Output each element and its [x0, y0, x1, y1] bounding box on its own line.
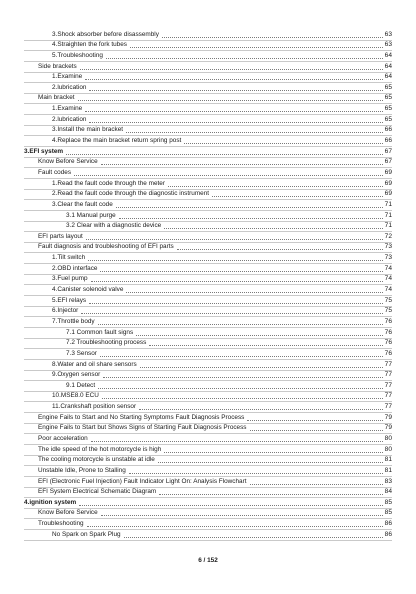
dot-leader [89, 119, 382, 123]
toc-entry-title[interactable]: 7.Throttle body [52, 317, 95, 325]
toc-entry-page-number[interactable]: 69 [384, 179, 392, 187]
dot-leader [139, 406, 383, 410]
toc-entry-title[interactable]: 3.1 Manual purge [66, 211, 116, 219]
toc-entry-title[interactable]: Know Before Service [38, 509, 98, 517]
toc-entry-title[interactable]: Main bracket [38, 94, 75, 102]
toc-entry-title[interactable]: 2.OBD interface [52, 264, 98, 272]
toc-entry-page-number[interactable]: 77 [384, 371, 392, 379]
toc-entry-page-number[interactable]: 66 [384, 137, 392, 145]
dot-leader [129, 470, 383, 474]
toc-entry-title[interactable]: Side brackets [38, 62, 77, 70]
toc-entry[interactable] [24, 190, 392, 201]
toc-entry[interactable] [24, 296, 392, 307]
toc-entry[interactable] [24, 371, 392, 382]
dot-leader [124, 534, 383, 538]
dot-leader [91, 438, 383, 442]
toc-entry-page-number[interactable]: 66 [384, 126, 392, 134]
toc-entry-page-number[interactable]: 71 [384, 222, 392, 230]
dot-leader [89, 87, 382, 91]
dot-leader [162, 34, 383, 38]
toc-entry[interactable] [24, 381, 392, 392]
dot-leader [126, 129, 383, 133]
toc-entry-title[interactable]: 7.2 Troubleshooting process [66, 339, 147, 347]
toc-entry-page-number[interactable]: 86 [384, 530, 392, 538]
toc-entry[interactable] [24, 158, 392, 169]
toc-entry-page-number[interactable]: 80 [384, 434, 392, 442]
toc-entry-title[interactable]: 3.EFI system [24, 147, 64, 155]
page-number: 6 / 152 [198, 557, 218, 564]
toc-entry[interactable] [24, 94, 392, 105]
toc-entry-page-number[interactable]: 65 [384, 83, 392, 91]
toc-entry-title[interactable]: 3.Install the main bracket [52, 126, 124, 134]
toc-entry-title[interactable]: The cooling motorcycle is unstable at idle [38, 456, 155, 464]
toc-entry-page-number[interactable]: 64 [384, 51, 392, 59]
dot-leader [149, 342, 382, 346]
toc-entry[interactable] [24, 509, 392, 520]
toc-entry-title[interactable]: 5.Troubleshooting [52, 51, 103, 59]
toc-entry-title[interactable]: 1.Examine [52, 73, 83, 81]
dot-leader [140, 364, 383, 368]
dot-leader [184, 140, 382, 144]
toc-entry-page-number[interactable]: 79 [384, 413, 392, 421]
toc-entry-page-number[interactable]: 77 [384, 403, 392, 411]
toc-entry-page-number[interactable]: 81 [384, 466, 392, 474]
table-of-contents [24, 30, 392, 541]
toc-entry-page-number[interactable]: 83 [384, 477, 392, 485]
toc-entry-title[interactable]: Troubleshooting [38, 520, 84, 528]
toc-entry-page-number[interactable]: 75 [384, 307, 392, 315]
toc-entry-page-number[interactable]: 72 [384, 232, 392, 240]
dot-leader [101, 161, 383, 165]
toc-entry[interactable] [24, 339, 392, 350]
toc-entry-title[interactable]: 9.Oxygen sensor [52, 371, 101, 379]
toc-entry-title[interactable]: 4.Replace the main bracket return spring post [52, 137, 182, 145]
dot-leader [247, 417, 382, 421]
toc-entry-page-number[interactable]: 74 [384, 264, 392, 272]
toc-entry-title[interactable]: The idle speed of the hot motorcycle is high [38, 445, 162, 453]
dot-leader [86, 236, 383, 240]
toc-entry-title[interactable]: 1.Tilt switch [52, 254, 86, 262]
toc-entry[interactable] [24, 62, 392, 73]
toc-entry-page-number[interactable]: 77 [384, 360, 392, 368]
dot-leader [158, 459, 383, 463]
toc-entry-page-number[interactable]: 77 [384, 381, 392, 389]
toc-entry-page-number[interactable]: 71 [384, 200, 392, 208]
toc-entry[interactable] [24, 434, 392, 445]
toc-entry[interactable] [24, 445, 392, 456]
toc-entry-page-number[interactable]: 71 [384, 211, 392, 219]
dot-leader [103, 374, 382, 378]
toc-entry[interactable] [24, 392, 392, 403]
dot-leader [85, 76, 382, 80]
toc-entry[interactable] [24, 488, 392, 499]
dot-leader [98, 321, 383, 325]
dot-leader [91, 278, 383, 282]
toc-entry[interactable] [24, 360, 392, 371]
toc-entry[interactable] [24, 168, 392, 179]
toc-entry-page-number[interactable]: 85 [384, 509, 392, 517]
toc-entry[interactable] [24, 179, 392, 190]
dot-leader [100, 353, 383, 357]
dot-leader [116, 204, 383, 208]
toc-entry-title[interactable]: 4.ignition system [24, 498, 77, 506]
toc-entry-title[interactable]: 2.lubrication [52, 83, 87, 91]
toc-entry-title[interactable]: 6.Injector [52, 307, 79, 315]
toc-entry-page-number[interactable]: 63 [384, 41, 392, 49]
toc-entry-title[interactable]: 3.2 Clear with a diagnostic device [66, 222, 162, 230]
toc-entry[interactable] [24, 126, 392, 137]
toc-entry[interactable] [24, 232, 392, 243]
toc-entry[interactable] [24, 456, 392, 467]
dot-leader [126, 289, 382, 293]
toc-entry[interactable] [24, 424, 392, 435]
toc-entry-title[interactable]: Engine Fails to Start but Shows Signs of Starting Fault Diagnosis Process [38, 424, 247, 432]
toc-entry-page-number[interactable]: 76 [384, 328, 392, 336]
toc-entry-title[interactable]: 1.Read the fault code through the meter [52, 179, 165, 187]
dot-leader [98, 385, 383, 389]
dot-leader [168, 183, 383, 187]
toc-entry-title[interactable]: 7.3 Sensor [66, 349, 97, 357]
dot-leader [102, 395, 383, 399]
toc-entry-page-number[interactable]: 80 [384, 445, 392, 453]
toc-entry-page-number[interactable]: 74 [384, 286, 392, 294]
dot-leader [212, 193, 383, 197]
toc-entry[interactable] [24, 51, 392, 62]
toc-entry[interactable] [24, 30, 392, 41]
dot-leader [250, 427, 383, 431]
toc-entry-title[interactable]: Engine Fails to Start and No Starting Symptoms Fault Diagnosis Process [38, 413, 245, 421]
dot-leader [164, 449, 382, 453]
dot-leader [85, 108, 382, 112]
toc-entry-page-number[interactable]: 85 [384, 498, 392, 506]
dot-leader [159, 491, 382, 495]
toc-entry[interactable] [24, 285, 392, 296]
toc-entry-page-number[interactable]: 74 [384, 275, 392, 283]
toc-entry[interactable] [24, 349, 392, 360]
toc-entry-title[interactable]: 2.lubrication [52, 115, 87, 123]
toc-entry[interactable] [24, 41, 392, 52]
toc-entry-page-number[interactable]: 65 [384, 94, 392, 102]
dot-leader [101, 512, 383, 516]
toc-entry-title[interactable]: Know Before Service [38, 158, 98, 166]
toc-entry[interactable] [24, 264, 392, 275]
dot-leader [177, 246, 383, 250]
toc-entry-title[interactable]: 7.1 Common fault signs [66, 328, 134, 336]
toc-entry-page-number[interactable]: 84 [384, 488, 392, 496]
toc-entry[interactable] [24, 115, 392, 126]
toc-entry[interactable] [24, 253, 392, 264]
toc-entry[interactable] [24, 519, 392, 530]
toc-entry-title[interactable]: 10.MSE8.0 ECU [52, 392, 99, 400]
toc-entry[interactable] [24, 222, 392, 233]
dot-leader [89, 300, 383, 304]
dot-leader [164, 225, 382, 229]
toc-entry[interactable] [24, 73, 392, 84]
toc-entry[interactable] [24, 317, 392, 328]
toc-entry-title[interactable]: Fault codes [38, 168, 72, 176]
dot-leader [79, 502, 382, 506]
dot-leader [81, 310, 382, 314]
toc-entry-page-number[interactable]: 75 [384, 296, 392, 304]
toc-entry-page-number[interactable]: 67 [384, 147, 392, 155]
toc-entry-title[interactable]: Fault diagnosis and troubleshooting of EFI parts [38, 243, 174, 251]
toc-entry-page-number[interactable]: 69 [384, 168, 392, 176]
toc-entry[interactable] [24, 466, 392, 477]
toc-entry-title[interactable]: 4.Straighten the fork tubes [52, 41, 127, 49]
toc-entry[interactable] [24, 104, 392, 115]
toc-entry-title[interactable]: EFI (Electronic Fuel Injection) Fault Indicator Light On: Analysis Flowchart [38, 477, 247, 485]
toc-entry-page-number[interactable]: 64 [384, 73, 392, 81]
toc-entry-page-number[interactable]: 76 [384, 349, 392, 357]
toc-entry-page-number[interactable]: 81 [384, 456, 392, 464]
toc-entry[interactable] [24, 498, 392, 509]
toc-entry-page-number[interactable]: 73 [384, 243, 392, 251]
toc-entry[interactable] [24, 477, 392, 488]
toc-entry[interactable] [24, 413, 392, 424]
toc-entry-title[interactable]: 9.1 Detect [66, 381, 96, 389]
toc-entry-title[interactable]: 8.Water and oil share sensors [52, 360, 137, 368]
toc-entry-title[interactable]: 2.Read the fault code through the diagnostic instrument [52, 190, 210, 198]
dot-leader [119, 215, 383, 219]
dot-leader [74, 172, 383, 176]
toc-entry-title[interactable]: 4.Canister solenoid valve [52, 286, 124, 294]
dot-leader [88, 257, 383, 261]
toc-entry-page-number[interactable]: 65 [384, 115, 392, 123]
toc-entry-title[interactable]: 3.Fuel pump [52, 275, 88, 283]
toc-entry[interactable] [24, 147, 392, 158]
toc-entry-title[interactable]: EFI parts layout [38, 232, 83, 240]
dot-leader [100, 268, 382, 272]
toc-entry[interactable] [24, 307, 392, 318]
toc-entry-title[interactable]: Unstable Idle, Prone to Stalling [38, 466, 126, 474]
dot-leader [250, 481, 383, 485]
toc-entry-title[interactable]: 5.EFI relays [52, 296, 87, 304]
toc-entry-title[interactable]: 3.Clear the fault code [52, 200, 113, 208]
dot-leader [130, 44, 383, 48]
toc-entry-title[interactable]: 3.Shock absorber before disassembly [52, 30, 159, 38]
dot-leader [78, 97, 383, 101]
dot-leader [106, 55, 383, 59]
toc-entry-title[interactable]: 11.Crankshaft position sensor [52, 403, 137, 411]
dot-leader [66, 151, 383, 155]
dot-leader [87, 523, 383, 527]
toc-entry-page-number[interactable]: 76 [384, 317, 392, 325]
toc-entry[interactable] [24, 211, 392, 222]
toc-entry-page-number[interactable]: 69 [384, 190, 392, 198]
toc-entry[interactable] [24, 243, 392, 254]
toc-entry-page-number[interactable]: 77 [384, 392, 392, 400]
toc-entry-title[interactable]: No Spark on Spark Plug [52, 530, 121, 538]
toc-entry[interactable] [24, 136, 392, 147]
toc-entry-page-number[interactable]: 76 [384, 339, 392, 347]
toc-entry-title[interactable]: EFI System Electrical Schematic Diagram [38, 488, 157, 496]
toc-entry[interactable] [24, 83, 392, 94]
toc-entry-title[interactable]: 1.Examine [52, 105, 83, 113]
toc-entry-page-number[interactable]: 67 [384, 158, 392, 166]
toc-entry-page-number[interactable]: 86 [384, 520, 392, 528]
toc-entry-page-number[interactable]: 73 [384, 254, 392, 262]
toc-entry-page-number[interactable]: 65 [384, 105, 392, 113]
dot-leader [136, 332, 383, 336]
toc-entry[interactable] [24, 328, 392, 339]
toc-entry-title[interactable]: Poor acceleration [38, 434, 88, 442]
toc-entry[interactable] [24, 200, 392, 211]
toc-entry[interactable] [24, 402, 392, 413]
toc-entry-page-number[interactable]: 79 [384, 424, 392, 432]
toc-entry-page-number[interactable]: 64 [384, 62, 392, 70]
toc-entry-page-number[interactable]: 63 [384, 30, 392, 38]
dot-leader [80, 66, 383, 70]
toc-entry[interactable] [24, 275, 392, 286]
toc-entry[interactable] [24, 530, 392, 541]
